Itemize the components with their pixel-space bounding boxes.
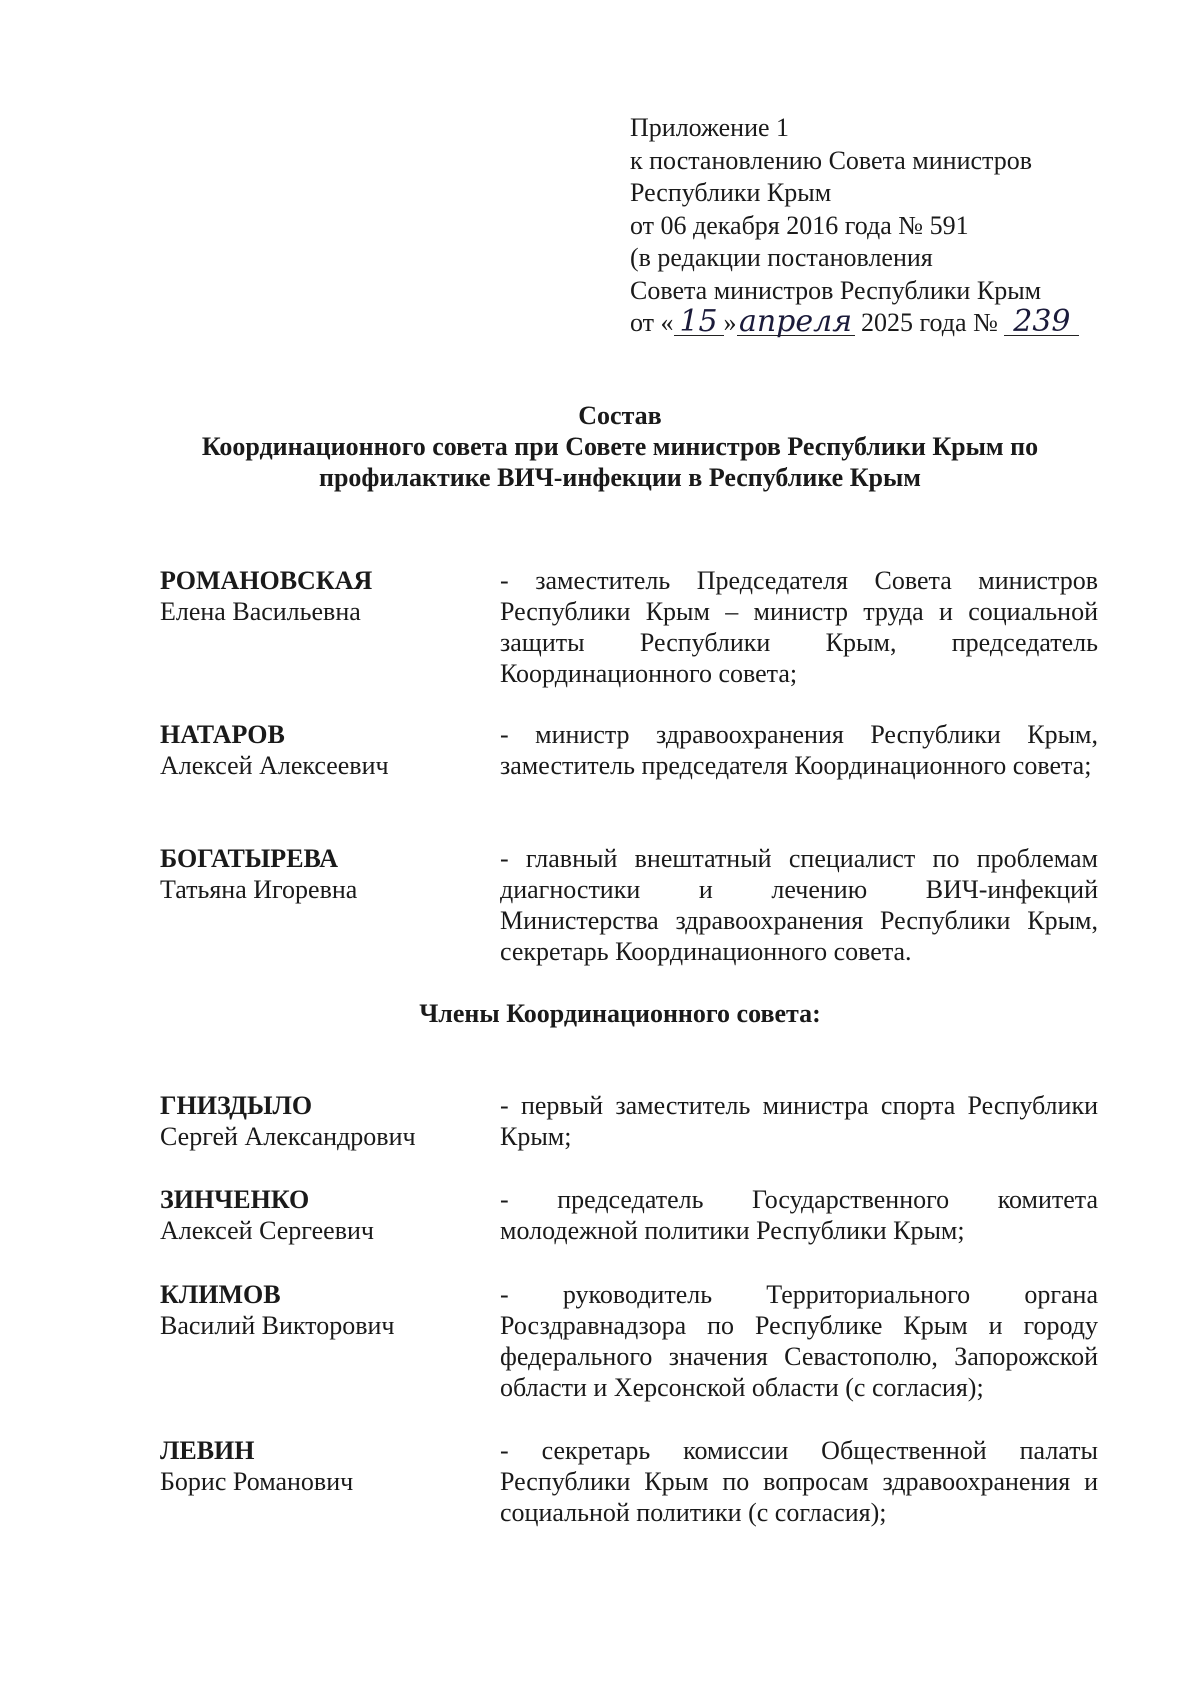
member-name xyxy=(160,1435,480,1497)
members-heading: Члены Координационного совета: xyxy=(419,999,821,1028)
member-surname: ГНИЗДЫЛО xyxy=(160,1091,313,1120)
member-surname: РОМАНОВСКАЯ xyxy=(160,566,373,595)
member-given-name: Алексей Алексеевич xyxy=(160,751,389,780)
date-prefix: от « xyxy=(630,308,674,337)
document-title xyxy=(160,400,1080,493)
member-given-name: Татьяна Игоревна xyxy=(160,875,358,904)
member-name xyxy=(160,1184,480,1246)
appendix-line-6: Совета министров Республики Крым xyxy=(630,275,1042,305)
appendix-line-2: к постановлению Совета министров xyxy=(630,145,1032,175)
member-surname: БОГАТЫРЕВА xyxy=(160,844,339,873)
appendix-line-4: от 06 декабря 2016 года № 591 xyxy=(630,210,969,240)
member-role: - первый заместитель министра спорта Республики Крым; xyxy=(500,1091,1098,1151)
handwritten-number: 239 xyxy=(1004,309,1079,336)
member-name xyxy=(160,1090,480,1152)
member-name xyxy=(160,719,480,781)
member-surname: КЛИМОВ xyxy=(160,1280,281,1309)
appendix-header xyxy=(630,112,1150,340)
member-surname: ЗИНЧЕНКО xyxy=(160,1185,310,1214)
title-line-2: Координационного совета при Совете министров Республики Крым по xyxy=(201,432,1039,461)
member-given-name: Борис Романович xyxy=(160,1467,354,1496)
member-given-name: Сергей Александрович xyxy=(160,1122,416,1151)
title-line-3: профилактике ВИЧ-инфекции в Республике Крым xyxy=(318,463,922,492)
appendix-line-3: Республики Крым xyxy=(630,178,832,207)
member-name xyxy=(160,565,480,627)
handwritten-day: 15 xyxy=(674,309,724,336)
title-line-1: Состав xyxy=(578,401,662,430)
member-name xyxy=(160,843,480,905)
member-role: - председатель Государственного комитета молодежной политики Республики Крым; xyxy=(500,1185,1098,1245)
appendix-line-5: (в редакции постановления xyxy=(630,243,933,272)
member-role: - секретарь комиссии Общественной палаты Республики Крым по вопросам здравоохранения и социальной политики (с согласия); xyxy=(500,1436,1098,1527)
member-given-name: Елена Васильевна xyxy=(160,597,361,626)
member-role: - министр здравоохранения Республики Крым, заместитель председателя Координационного совета; xyxy=(500,720,1098,780)
appendix-line-1: Приложение 1 xyxy=(630,113,790,142)
member-role: - руководитель Территориального органа Росздравнадзора по Республике Крым и городу федерального значения Севастополю, Запорожской области и Херсонской области (с согласия); xyxy=(500,1280,1098,1402)
member-role: - главный внештатный специалист по проблемам диагностики и лечению ВИЧ-инфекций Министерства здравоохранения Республики Крым, секретарь Координационного совета. xyxy=(500,844,1098,966)
member-given-name: Алексей Сергеевич xyxy=(160,1216,374,1245)
appendix-date-line xyxy=(630,304,1150,340)
date-quote-close: » xyxy=(723,308,737,337)
member-surname: ЛЕВИН xyxy=(160,1436,255,1465)
date-year-text: 2025 года № xyxy=(854,308,1005,337)
handwritten-month: апреля xyxy=(737,309,855,336)
member-surname: НАТАРОВ xyxy=(160,720,285,749)
member-role: - заместитель Председателя Совета министров Республики Крым – министр труда и социальной защиты Республики Крым, председатель Координационного совета; xyxy=(500,566,1098,688)
member-name xyxy=(160,1279,480,1341)
member-given-name: Василий Викторович xyxy=(160,1311,395,1340)
